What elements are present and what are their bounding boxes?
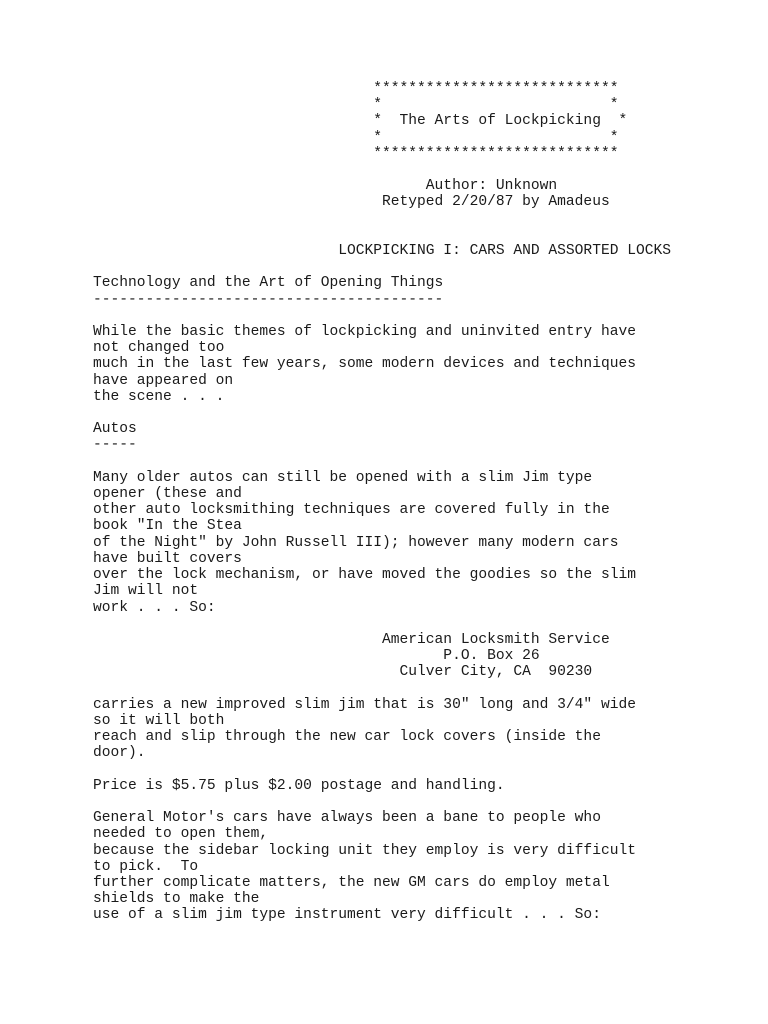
text-line: LOCKPICKING I: CARS AND ASSORTED LOCKS <box>93 243 672 260</box>
text-line: Many older autos can still be opened with a slim Jim type <box>93 469 593 486</box>
text-line: Jim will not <box>93 583 199 600</box>
text-line: **************************** <box>93 81 619 97</box>
text-line: use of a slim jim type instrument very difficult . . . So: <box>93 907 601 924</box>
text-line: P.O. Box 26 <box>93 648 540 665</box>
text-line: ----- <box>93 437 137 454</box>
text-line: * * <box>93 97 619 114</box>
text-line: door). <box>93 745 146 762</box>
text-line: have appeared on <box>93 372 234 389</box>
text-line: While the basic themes of lockpicking and uninvited entry have <box>93 324 636 341</box>
text-line: to pick. To <box>93 858 199 875</box>
text-line: over the lock mechanism, or have moved the goodies so the slim <box>93 567 636 584</box>
text-line: carries a new improved slim jim that is 30" long and 3/4" wide <box>93 696 636 713</box>
text-line: * * <box>93 129 619 146</box>
text-line: work . . . So: <box>93 599 216 616</box>
text-line: Retyped 2/20/87 by Amadeus <box>93 194 610 211</box>
text-line: the scene . . . <box>93 388 225 405</box>
text-line: other auto locksmithing techniques are covered fully in the <box>93 502 610 519</box>
text-line: Price is $5.75 plus $2.00 postage and handling. <box>93 777 505 794</box>
text-line: because the sidebar locking unit they employ is very difficult <box>93 842 636 859</box>
text-line: **************************** <box>93 145 619 162</box>
document-text <box>93 81 671 924</box>
text-line: not changed too <box>93 340 225 357</box>
text-line: needed to open them, <box>93 826 269 843</box>
text-line: Author: Unknown <box>93 178 558 195</box>
text-line: opener (these and <box>93 486 242 503</box>
text-line: of the Night" by John Russell III); however many modern cars <box>93 534 619 551</box>
text-line: Technology and the Art of Opening Things <box>93 275 444 292</box>
text-line: further complicate matters, the new GM cars do employ metal <box>93 874 610 891</box>
text-line: book "In the Stea <box>93 518 242 535</box>
text-line: reach and slip through the new car lock covers (inside the <box>93 729 601 746</box>
text-line: Culver City, CA 90230 <box>93 664 593 681</box>
text-line: have built covers <box>93 550 242 567</box>
text-line: * The Arts of Lockpicking * <box>93 113 628 130</box>
text-line: shields to make the <box>93 891 260 908</box>
text-line: much in the last few years, some modern devices and techniques <box>93 356 636 373</box>
text-line: American Locksmith Service <box>93 631 610 648</box>
text-line: ---------------------------------------- <box>93 291 444 308</box>
text-line: General Motor's cars have always been a bane to people who <box>93 810 601 827</box>
text-line: so it will both <box>93 712 225 729</box>
text-line: Autos <box>93 421 137 438</box>
